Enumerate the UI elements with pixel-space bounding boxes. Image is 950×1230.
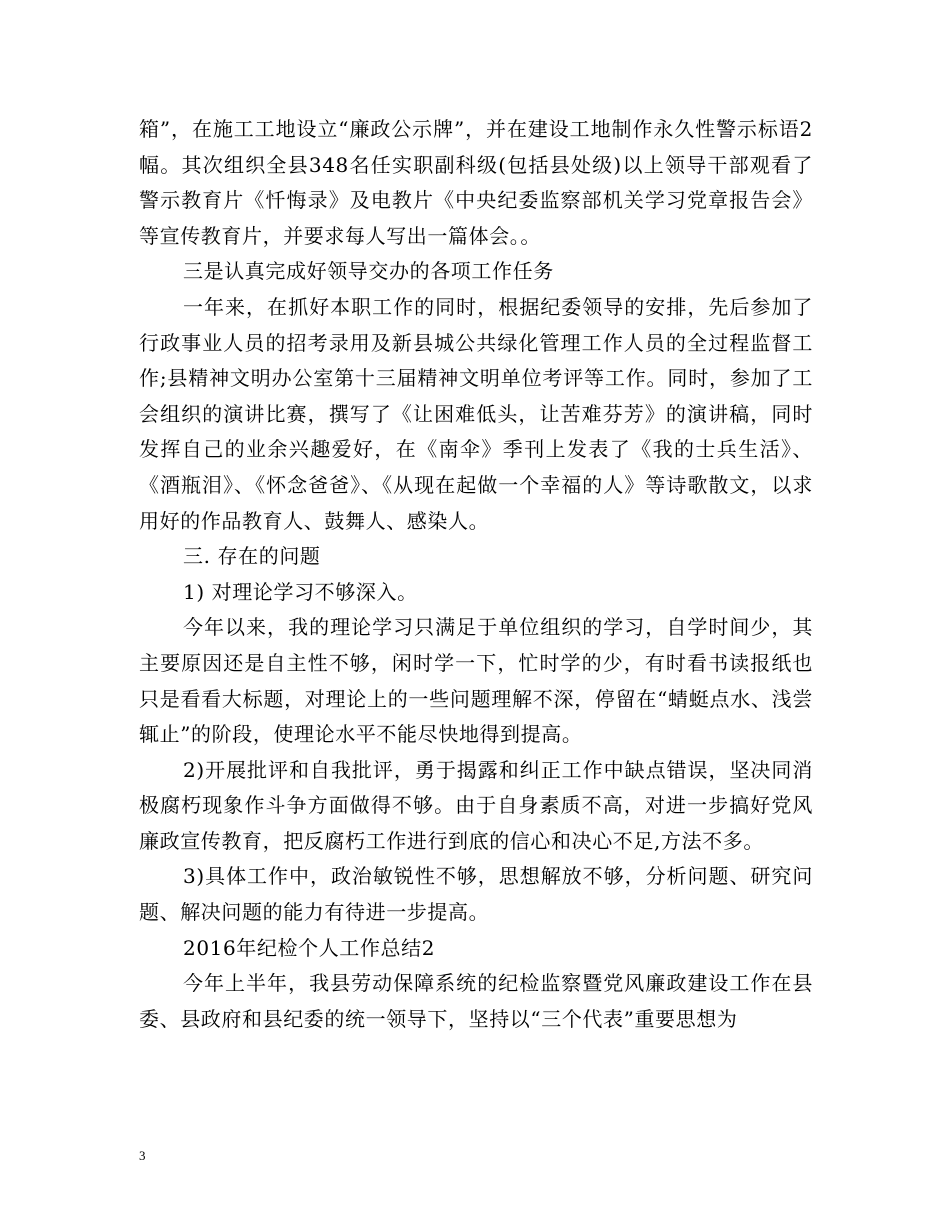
subtitle: 2016年纪检个人工作总结2 xyxy=(183,935,436,960)
paragraph-3: 一年来，在抓好本职工作的同时，根据纪委领导的安排，先后参加了行政事业人员的招考录用及新县城公共绿化管理工作人员的全过程监督工作;县精神文明办公室第十三届精神文明单位考评等工作。同时，参加了工会组织的演讲比赛，撰写了《让困难低头，让苦难芬芳》的演讲稿，同时发挥自己的业余兴趣爱好，在《南伞》季刊上发表了《我的士兵生活》、《酒瓶泪》、《怀念爸爸》、《从现在起做一个幸福的人》等诗歌散文，以求用好的作品教育人、鼓舞人、感染人。 xyxy=(139,294,813,533)
paragraph-8: 3)具体工作中，政治敏锐性不够，思想解放不够，分析问题、研究问题、解决问题的能力有待进一步提高。 xyxy=(139,864,813,925)
document-body xyxy=(139,112,813,1037)
paragraph-2: 三是认真完成好领导交办的各项工作任务 xyxy=(183,259,554,284)
paragraph-5: 1) 对理论学习不够深入。 xyxy=(183,579,418,604)
paragraph-1: 箱”，在施工工地设立“廉政公示牌”，并在建设工地制作永久性警示标语2幅。其次组织全县348名任实职副科级(包括县处级)以上领导干部观看了警示教育片《忏悔录》及电教片《中央纪委监察部机关学习党章报告会》等宣传教育片，并要求每人写出一篇体会。。 xyxy=(139,117,813,248)
paragraph-10: 今年上半年，我县劳动保障系统的纪检监察暨党风廉政建设工作在县委、县政府和县纪委的统一领导下，坚持以“三个代表”重要思想为 xyxy=(139,971,813,1031)
paragraph-7: 2)开展批评和自我批评，勇于揭露和纠正工作中缺点错误，坚决同消极腐朽现象作斗争方面做得不够。由于自身素质不高，对进一步搞好党风廉政宣传教育，把反腐朽工作进行到底的信心和决心不足,方法不多。 xyxy=(139,757,813,853)
paragraph-6: 今年以来，我的理论学习只满足于单位组织的学习，自学时间少，其主要原因还是自主性不够，闲时学一下，忙时学的少，有时看书读报纸也只是看看大标题，对理论上的一些问题理解不深，停留在“蜻蜓点水、浅尝辄止”的阶段，使理论水平不能尽快地得到提高。 xyxy=(139,615,813,747)
page-number: 3 xyxy=(139,1148,146,1163)
section-heading: 三. 存在的问题 xyxy=(183,544,321,569)
